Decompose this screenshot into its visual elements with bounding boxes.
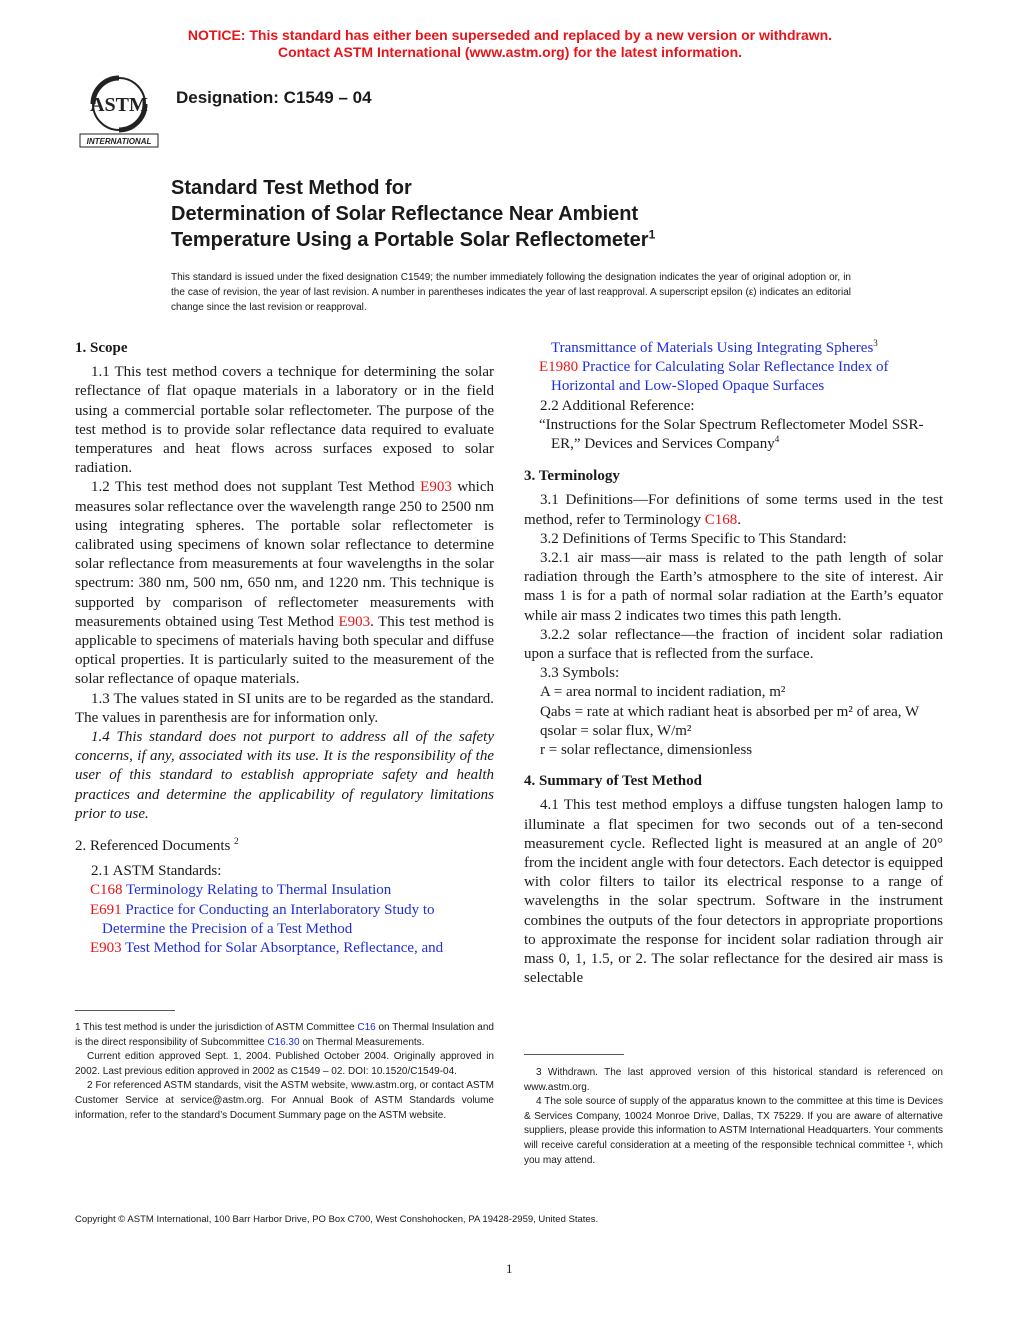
footnotes-left <box>75 1021 494 1123</box>
para-3-2: 3.2 Definitions of Terms Specific to This Standard: <box>540 530 847 547</box>
ref-e1980[interactable]: E1980 Practice for Calculating Solar Reflectance Index of Horizontal and Low-Sloped Opaque Surfaces <box>539 359 889 395</box>
ref-e903-link[interactable]: E903 <box>420 479 452 496</box>
title-line-2: Determination of Solar Reflectance Near Ambient <box>171 203 639 225</box>
symbol-qabs: Qabs = rate at which radiant heat is absorbed per m² of area, W <box>540 703 920 720</box>
ref-c168-link[interactable]: C168 <box>704 511 738 528</box>
section-4-heading: 4. Summary of Test Method <box>524 773 702 790</box>
ref-e691[interactable]: E691 Practice for Conducting an Interlaboratory Study to Determine the Precision of a Test Method <box>90 901 435 937</box>
para-1-3: 1.3 The values stated in SI units are to be regarded as the standard. The values in parenthesis are for information only. <box>75 690 494 726</box>
page-number: 1 <box>506 1261 513 1276</box>
symbol-a: A = area normal to incident radiation, m² <box>540 684 786 701</box>
section-1-heading: 1. Scope <box>75 340 128 356</box>
notice-line-2: Contact ASTM International (www.astm.org) for the latest information. <box>277 44 743 60</box>
section-2-heading: 2. Referenced Documents $^2$ <box>75 836 239 855</box>
ref-e903-link[interactable]: E903 <box>338 613 371 630</box>
para-4-1: 4.1 This test method employs a diffuse tungsten halogen lamp to illuminate a flat specimen for two seconds out of a ten-second measurement cycle. Reflected light is measured at an angle of 20° from the incident angle with four detectors. Each detector is equipped with color filters to tailor its electrical response to a range of wavelengths in the solar spectrum. Software in the instrument combines the outputs of the four detectors in appropriate proportions to approximate the response for incident solar radiation through air mass 0, 1, 1.5, or 2. The solar reflectance for the desired air mass is selectable <box>524 797 943 987</box>
footnote-rule-right <box>524 1054 624 1055</box>
para-3-2-1: 3.2.1 air mass—air mass is related to the path length of solar radiation through the Earth’s atmosphere to the site of interest. Air mass 1 is for a path of normal solar radiation at the Earth’s equator while air mass 2 indicates two times this path length. <box>524 550 943 624</box>
title-footnote-mark: 1 <box>648 227 656 242</box>
additional-reference: “Instructions for the Solar Spectrum Reflectometer Model SSR-ER,” Devices and Services Company$^4$ <box>539 416 924 453</box>
section-3-heading: 3. Terminology <box>524 468 620 485</box>
footnote-3: 3 Withdrawn. The last approved version of this historical standard is referenced on www.astm.org. <box>524 1067 943 1093</box>
astm-logo <box>78 72 160 150</box>
title-line-3: Temperature Using a Portable Solar Reflectometer$^1$ <box>171 227 656 251</box>
footnote-1: 1 This test method is under the jurisdiction of ASTM Committee C16 on Thermal Insulation and is the direct responsibility of Subcommittee C16.30 on Thermal Measurements. <box>75 1022 494 1048</box>
document-title <box>171 175 655 253</box>
para-1-4: 1.4 This standard does not purport to address all of the safety concerns, if any, associated with its use. It is the responsibility of the user of this standard to establish appropriate safety and health practices and determine the applicability of regulatory limitations prior to use. <box>75 729 494 822</box>
footnote-2: 2 For referenced ASTM standards, visit the ASTM website, www.astm.org, or contact ASTM Customer Service at service@astm.org. For Annual Book of ASTM Standards volume information, refer to the standard’s Document Summary page on the ASTM website. <box>75 1080 494 1121</box>
para-2-1: 2.1 ASTM Standards: <box>91 863 222 880</box>
notice-line-1: NOTICE: This standard has either been superseded and replaced by a new version or withdrawn. <box>187 27 833 43</box>
para-3-1: 3.1 Definitions—For definitions of some terms used in the test method, refer to Terminology C168. <box>524 492 943 528</box>
subcommittee-c1630-link[interactable]: C16.30 <box>267 1036 300 1048</box>
footnote-rule-left <box>75 1010 175 1011</box>
designation: Designation: C1549 – 04 <box>176 88 372 107</box>
symbol-r: r = solar reflectance, dimensionless <box>540 742 753 759</box>
withdrawal-notice <box>0 27 1020 61</box>
logo-subtext: INTERNATIONAL <box>86 137 152 146</box>
para-1-2: 1.2 This test method does not supplant Test Method E903 which measures solar reflectance over the wavelength range 250 to 2500 nm using integrating spheres. The portable solar reflectometer is calibrated using specimens of known solar reflectance to determine solar reflectance from measurements at four wavelengths in the solar spectrum: 380 nm, 500 nm, 650 nm, and 1220 nm. This technique is supported by comparison of reflectometer measurements with measurements obtained using Test Method E903. This test method is applicable to specimens of materials having both specular and diffuse optical properties. It is particularly suited to the measurement of the solar reflectance of opaque materials. <box>75 479 495 688</box>
ref-c168[interactable]: C168 Terminology Relating to Thermal Insulation <box>90 882 392 899</box>
ref-e903[interactable]: E903 Test Method for Solar Absorptance, Reflectance, and <box>90 940 444 957</box>
astm-logo-mark <box>78 72 160 150</box>
ref-e903-continued[interactable]: Transmittance of Materials Using Integrating Spheres$^3$ <box>551 338 878 356</box>
para-2-2: 2.2 Additional Reference: <box>540 397 695 414</box>
title-line-1: Standard Test Method for <box>171 177 412 199</box>
footnotes-right <box>524 1066 943 1168</box>
committee-c16-link[interactable]: C16 <box>357 1022 376 1033</box>
para-3-2-2: 3.2.2 solar reflectance—the fraction of incident solar radiation upon a surface that is reflected from the surface. <box>524 626 943 663</box>
symbol-qsolar: qsolar = solar flux, W/m² <box>540 722 692 739</box>
footnote-1-edition: Current edition approved Sept. 1, 2004. Published October 2004. Originally approved in 2002. Last previous edition approved in 2002 as C1549 – 02. DOI: 10.1520/C1549-04. <box>75 1051 494 1077</box>
right-column <box>524 339 943 989</box>
copyright: Copyright © ASTM International, 100 Barr Harbor Drive, PO Box C700, West Conshohocken, PA 19428-2959, United States. <box>75 1214 599 1225</box>
left-column <box>75 339 494 958</box>
para-1-1: 1.1 This test method covers a technique for determining the solar reflectance of flat opaque materials in a laboratory or in the field using a commercial portable solar reflectometer. The purpose of the test method is to provide solar reflectance data required to evaluate temperatures and heat flows across surfaces exposed to solar radiation. <box>75 364 494 477</box>
para-3-3: 3.3 Symbols: <box>540 665 620 682</box>
logo-text: ASTM <box>90 94 148 116</box>
intro-note: This standard is issued under the fixed designation C1549; the number immediately following the designation indicates the year of original adoption or, in the case of revision, the year of last revision. A number in parentheses indicates the year of last reapproval. A superscript epsilon (ε) indicates an editorial change since the last revision or reapproval. <box>171 272 851 313</box>
footnote-4: 4 The sole source of supply of the apparatus known to the committee at this time is Devices & Services Company, 10024 Monroe Drive, Dallas, TX 75229. If you are aware of alternative suppliers, please provide this information to ASTM International Headquarters. Your comments will receive careful consideration at a meeting of the responsible technical committee ¹, which you may attend. <box>524 1096 943 1166</box>
